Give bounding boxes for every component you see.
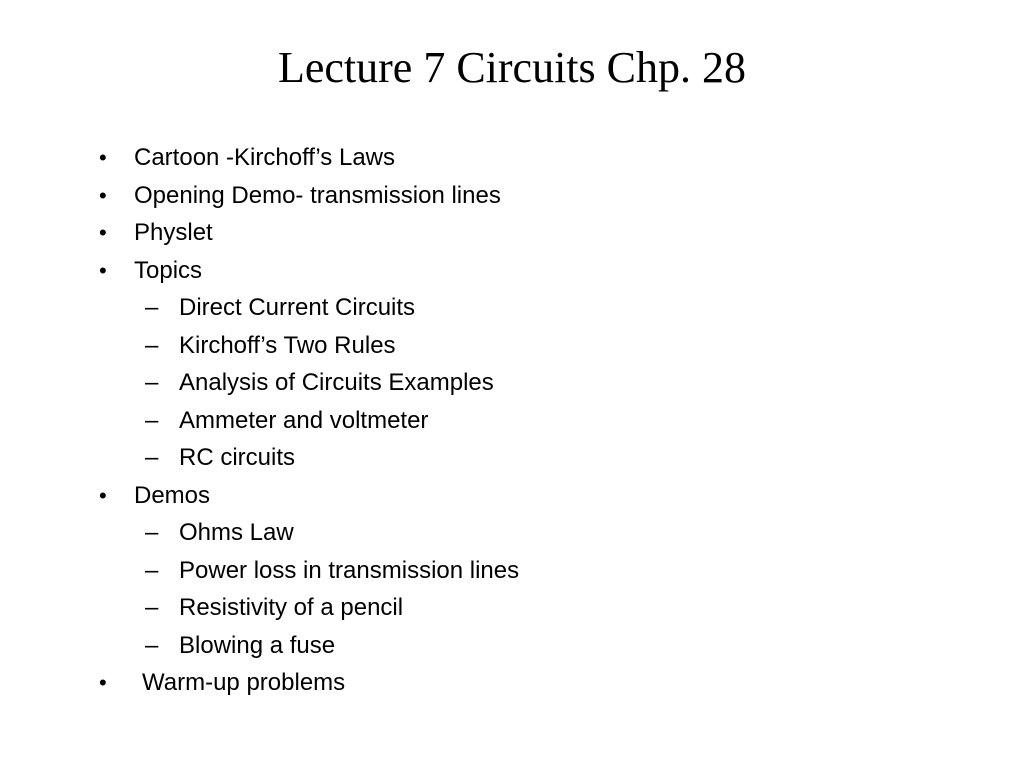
dash-marker: – (145, 594, 159, 621)
list-item-text: Warm-up problems (142, 669, 346, 696)
sub-list-item-text: Ammeter and voltmeter (179, 406, 429, 434)
dash-marker: – (145, 331, 159, 359)
sub-list-item (0, 364, 1024, 402)
sub-list-item-text: Power loss in transmission lines (179, 556, 520, 584)
sub-list-item (0, 402, 1024, 440)
dash-marker: – (145, 631, 159, 659)
bullet-marker: • (99, 145, 107, 170)
list-item (0, 477, 1024, 515)
list-item (0, 664, 1024, 702)
list-item-text: Topics (134, 256, 203, 284)
dash-marker: – (145, 294, 159, 321)
bullet-marker: • (99, 220, 107, 245)
bullet-marker: • (99, 182, 107, 208)
list-item-text: Physlet (134, 219, 213, 246)
list-item (0, 177, 1024, 215)
dash-marker: – (145, 406, 159, 434)
sub-list-item (0, 627, 1024, 665)
dash-marker: – (145, 556, 159, 584)
sub-list-item (0, 589, 1024, 627)
sub-list-item-text: RC circuits (179, 444, 296, 471)
sub-list-item-text: Kirchoff’s Two Rules (179, 331, 396, 359)
bullet-marker: • (99, 257, 107, 283)
dash-marker: – (145, 444, 159, 471)
dash-marker: – (145, 519, 159, 546)
dash-marker: – (145, 369, 159, 396)
slide-title: Lecture 7 Circuits Chp. 28 (277, 43, 746, 92)
sub-list-item (0, 552, 1024, 590)
sub-list-item-text: Resistivity of a pencil (179, 594, 404, 621)
sub-list-item-text: Analysis of Circuits Examples (179, 369, 494, 396)
sub-list-item-text: Ohms Law (179, 519, 294, 546)
list-item (0, 214, 1024, 252)
sub-list-item (0, 327, 1024, 365)
sub-list-item (0, 289, 1024, 327)
list-item (0, 139, 1024, 177)
list-item-text: Opening Demo- transmission lines (134, 181, 501, 209)
list-item-text: Cartoon -Kirchoff’s Laws (134, 144, 395, 171)
bullet-list (0, 139, 1024, 702)
bullet-marker: • (99, 482, 107, 508)
sub-list-item (0, 514, 1024, 552)
sub-list-item-text: Direct Current Circuits (179, 294, 416, 321)
list-item-text: Demos (134, 481, 211, 509)
bullet-marker: • (99, 670, 107, 695)
list-item (0, 252, 1024, 290)
sub-list-item (0, 439, 1024, 477)
sub-list-item-text: Blowing a fuse (179, 631, 336, 659)
